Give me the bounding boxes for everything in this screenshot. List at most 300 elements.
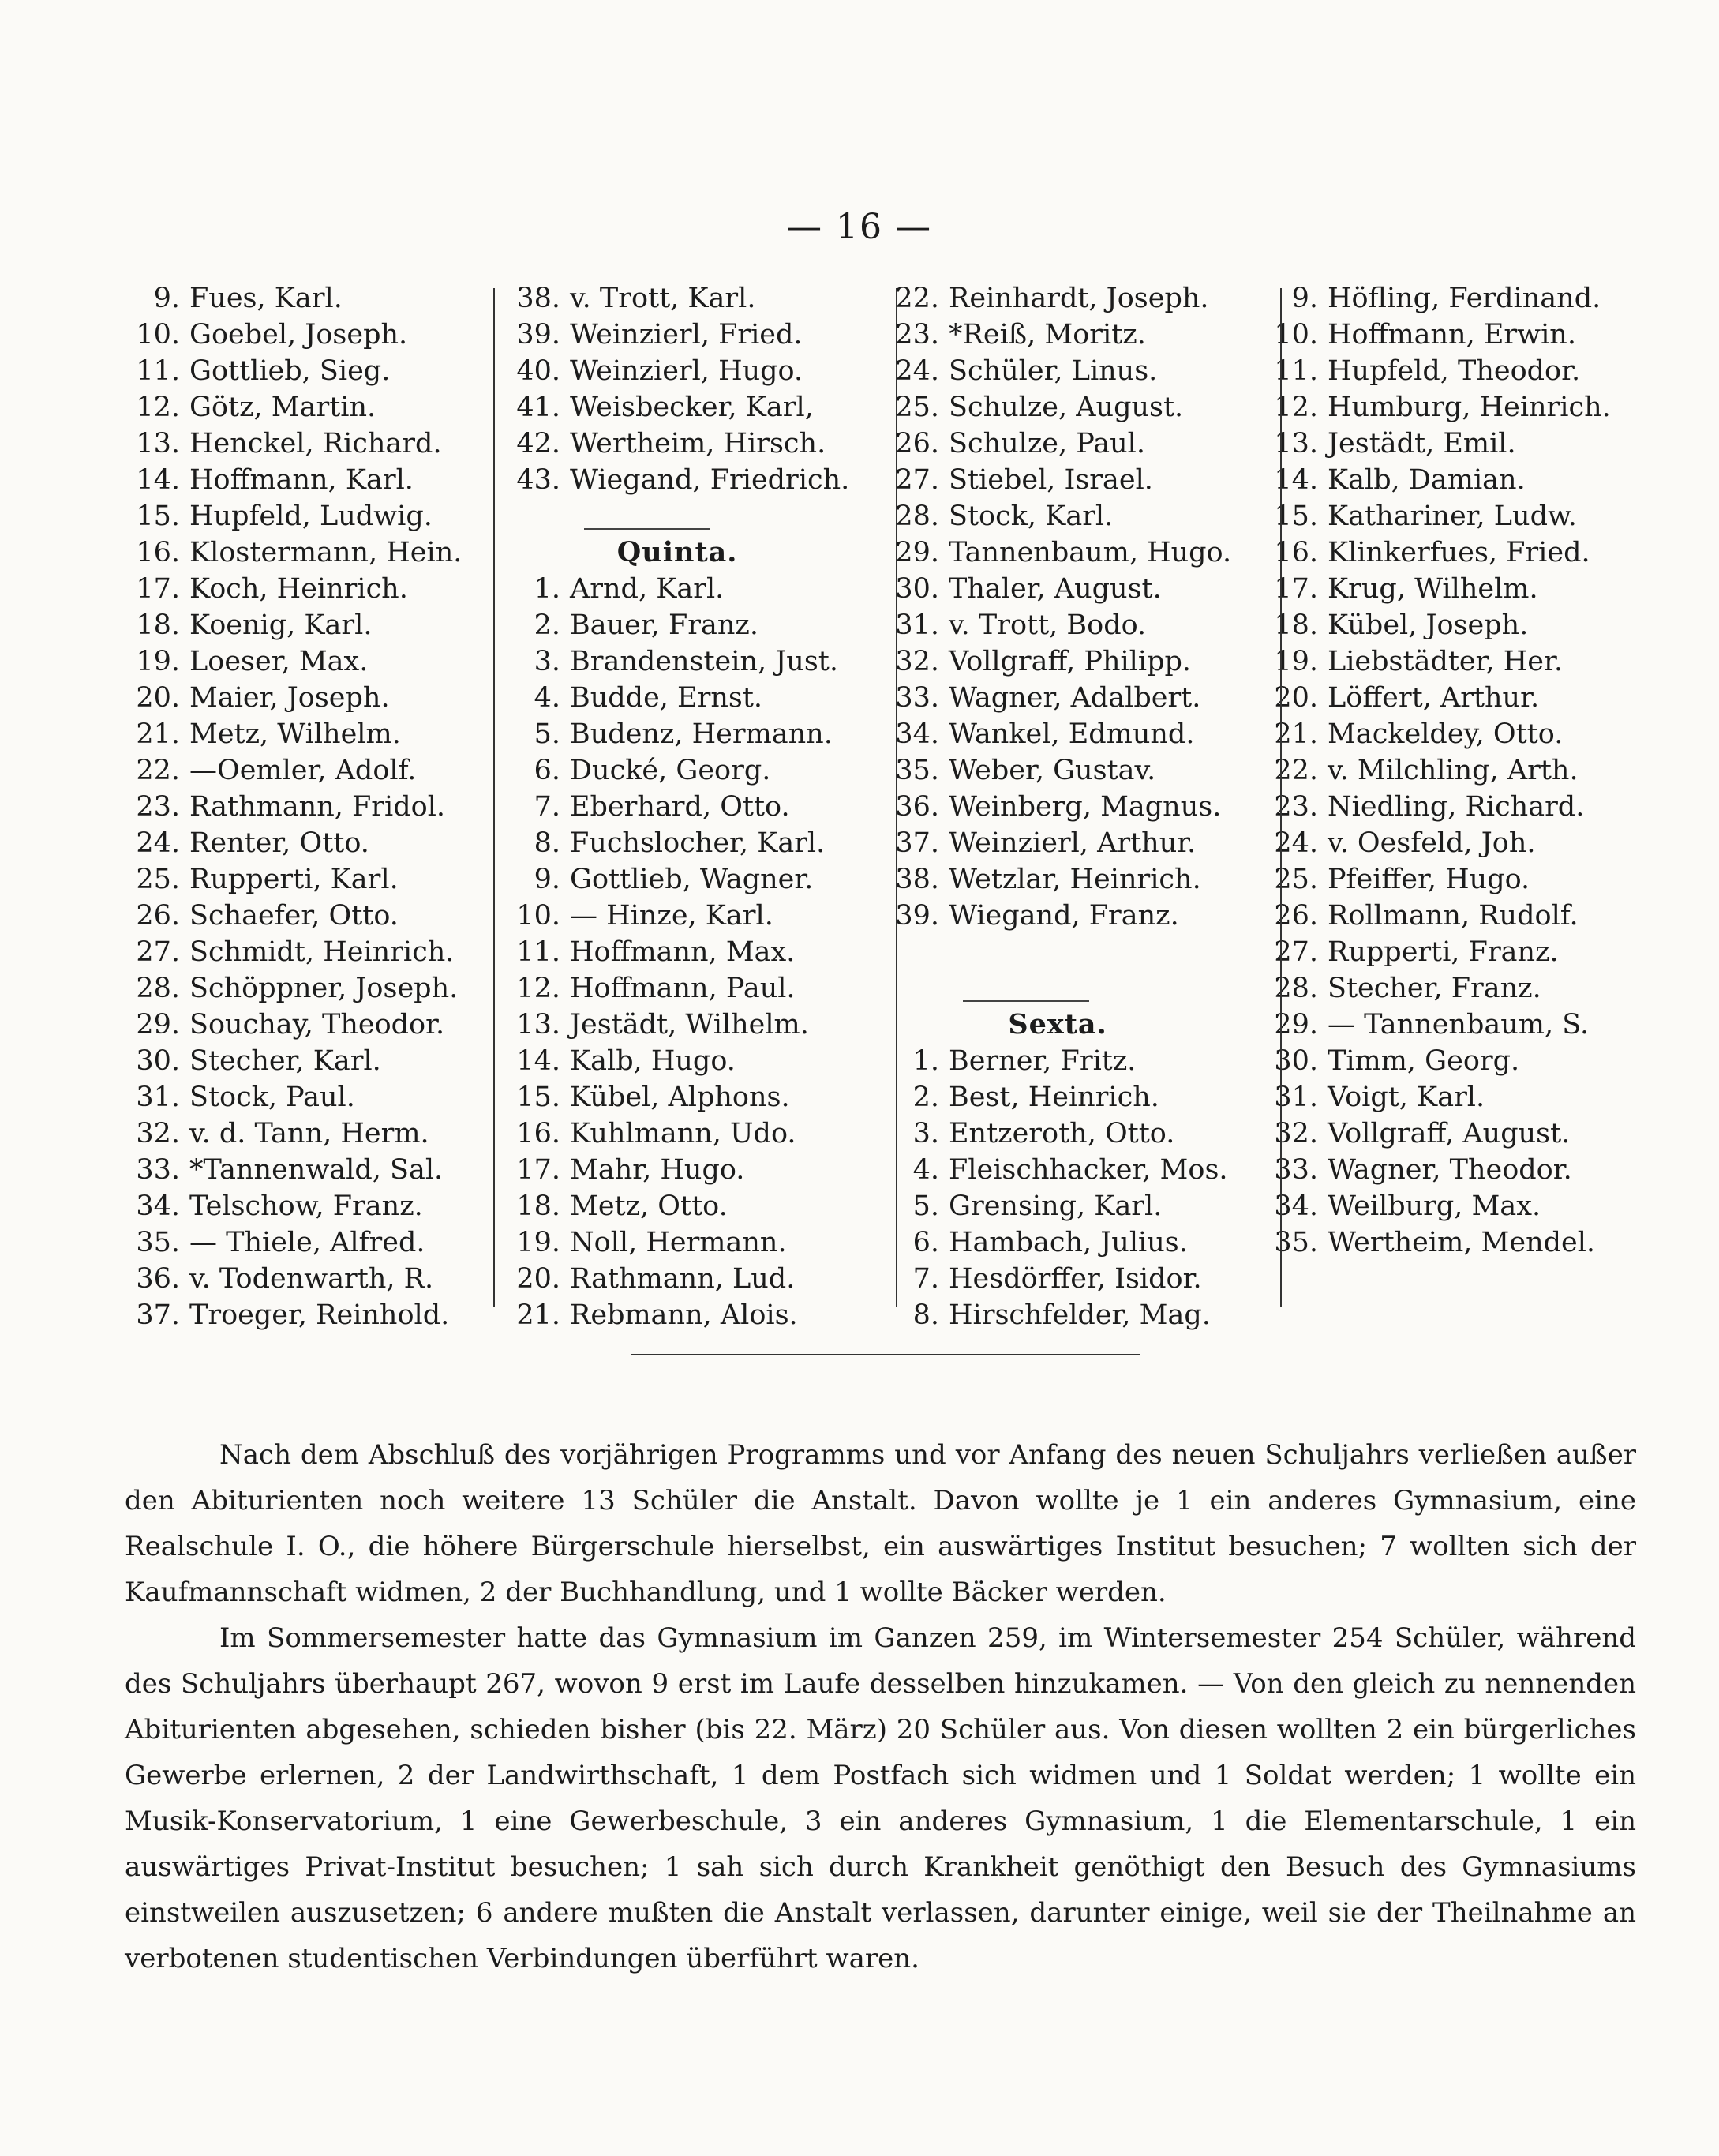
student-entry — [1263, 426, 1611, 462]
entry-number: 27. — [136, 936, 180, 968]
student-entry — [1263, 280, 1611, 317]
entry-number: 2. — [534, 609, 560, 641]
entry-number: 34. — [895, 718, 939, 750]
entry-number: 18. — [1274, 609, 1318, 641]
entry-number: 4. — [534, 682, 560, 714]
student-name: Hoffmann, Max. — [570, 936, 796, 968]
student-entry — [1263, 934, 1611, 970]
section-rule — [884, 970, 1231, 1007]
entry-number: 1. — [534, 573, 560, 605]
student-entry — [884, 716, 1231, 752]
entry-number: 15. — [1274, 501, 1318, 532]
entry-number: 12. — [1274, 392, 1318, 423]
student-name: Weinzierl, Arthur. — [949, 827, 1197, 859]
student-name: Loeser, Max. — [189, 646, 369, 677]
student-name: v. Trott, Karl. — [570, 283, 756, 314]
student-name: Götz, Martin. — [189, 392, 376, 423]
student-name: Kuhlmann, Udo. — [570, 1118, 796, 1149]
entry-number: 18. — [516, 1190, 560, 1222]
student-name: Timm, Georg. — [1328, 1045, 1520, 1077]
student-name: Liebstädter, Her. — [1328, 646, 1564, 677]
student-entry — [884, 680, 1231, 716]
student-name: Eberhard, Otto. — [570, 791, 790, 823]
student-entry — [505, 1007, 849, 1043]
student-entry — [1263, 1188, 1611, 1224]
entry-number: 38. — [516, 283, 560, 314]
student-entry — [884, 571, 1231, 607]
student-name: Jestädt, Emil. — [1328, 428, 1516, 459]
student-entry — [1263, 643, 1611, 680]
student-name: Wiegand, Friedrich. — [570, 464, 850, 496]
entry-number: 25. — [895, 392, 939, 423]
student-entry — [125, 825, 462, 861]
student-name: Vollgraff, August. — [1328, 1118, 1571, 1149]
student-entry — [1263, 389, 1611, 426]
student-name: Maier, Joseph. — [189, 682, 390, 714]
entry-number: 13. — [1274, 428, 1318, 459]
student-entry — [125, 752, 462, 789]
student-entry — [1263, 752, 1611, 789]
entry-number: 6. — [534, 755, 560, 786]
student-name: Wagner, Adalbert. — [949, 682, 1201, 714]
entry-number: 19. — [516, 1227, 560, 1258]
student-entry — [125, 1224, 462, 1261]
student-entry — [505, 643, 849, 680]
student-name: Hesdörffer, Isidor. — [949, 1263, 1202, 1295]
entry-number: 12. — [136, 392, 180, 423]
student-entry — [125, 534, 462, 571]
entry-number: 21. — [1274, 718, 1318, 750]
student-entry — [505, 752, 849, 789]
entry-number: 16. — [136, 537, 180, 568]
student-entry — [505, 861, 849, 898]
student-entry — [1263, 607, 1611, 643]
entry-number: 16. — [1274, 537, 1318, 568]
student-name: Mackeldey, Otto. — [1328, 718, 1564, 750]
entry-number: 2. — [912, 1082, 939, 1113]
student-name: Weber, Gustav. — [949, 755, 1156, 786]
student-entry — [1263, 825, 1611, 861]
student-entry — [505, 462, 849, 498]
entry-number: 19. — [136, 646, 180, 677]
student-entry — [505, 1188, 849, 1224]
student-entry — [884, 825, 1231, 861]
student-entry — [505, 1079, 849, 1115]
entry-number: 33. — [895, 682, 939, 714]
student-name: Metz, Wilhelm. — [189, 718, 401, 750]
student-name: Brandenstein, Just. — [570, 646, 838, 677]
entry-number: 12. — [516, 973, 560, 1004]
student-entry — [505, 934, 849, 970]
student-name: Hoffmann, Erwin. — [1328, 319, 1576, 351]
student-entry — [1263, 716, 1611, 752]
student-name: Weinberg, Magnus. — [949, 791, 1222, 823]
student-entry — [505, 1115, 849, 1152]
entry-number: 8. — [534, 827, 560, 859]
student-entry — [884, 861, 1231, 898]
entry-number: 3. — [912, 1118, 939, 1149]
paragraph-departures: Nach dem Abschluß des vorjährigen Programms und vor Anfang des neuen Schuljahrs verließen außer den Abiturienten noch weitere 13 Schüler die Anstalt. Davon wollte je 1 ein anderes Gymnasium, eine Realschule I. O., die höhere Bürgerschule hierselbst, ein auswärtiges Institut besuchen; 7 wollten sich der Kaufmannschaft widmen, 2 der Buchhandlung, und 1 wollte Bäcker werden. — [125, 1439, 1636, 1608]
student-name: Niedling, Richard. — [1328, 791, 1585, 823]
student-entry — [884, 1261, 1231, 1297]
entry-number: 13. — [136, 428, 180, 459]
student-entry — [1263, 1115, 1611, 1152]
entry-number: 22. — [136, 755, 180, 786]
entry-number: 31. — [1274, 1082, 1318, 1113]
separator-rule — [631, 1354, 1140, 1355]
entry-number: 15. — [516, 1082, 560, 1113]
entry-number: 43. — [516, 464, 560, 496]
entry-number: 35. — [136, 1227, 180, 1258]
student-entry — [884, 1115, 1231, 1152]
entry-number: 4. — [912, 1154, 939, 1186]
student-entry — [1263, 353, 1611, 389]
entry-number: 17. — [1274, 573, 1318, 605]
student-name: Kübel, Joseph. — [1328, 609, 1529, 641]
entry-number: 33. — [136, 1154, 180, 1186]
student-name: Wertheim, Mendel. — [1328, 1227, 1596, 1258]
student-name: v. Trott, Bodo. — [949, 609, 1147, 641]
entry-number: 23. — [136, 791, 180, 823]
student-name: Best, Heinrich. — [949, 1082, 1159, 1113]
entry-number: 36. — [895, 791, 939, 823]
student-entry — [125, 353, 462, 389]
entry-number: 10. — [1274, 319, 1318, 351]
student-entry — [125, 1188, 462, 1224]
entry-number: 22. — [1274, 755, 1318, 786]
entry-number: 9. — [153, 283, 180, 314]
entry-number: 19. — [1274, 646, 1318, 677]
student-name: Koenig, Karl. — [189, 609, 373, 641]
student-entry — [505, 280, 849, 317]
entry-number: 28. — [1274, 973, 1318, 1004]
student-entry — [505, 353, 849, 389]
student-name: *Tannenwald, Sal. — [189, 1154, 444, 1186]
student-entry — [125, 498, 462, 534]
student-entry — [884, 498, 1231, 534]
entry-number: 39. — [895, 900, 939, 932]
student-entry — [125, 643, 462, 680]
student-name: Wagner, Theodor. — [1328, 1154, 1572, 1186]
student-name: Kathariner, Ludw. — [1328, 501, 1577, 532]
student-entry — [125, 1079, 462, 1115]
entry-number: 9. — [534, 864, 560, 895]
student-name: Weisbecker, Karl, — [570, 392, 814, 423]
student-name: Tannenbaum, Hugo. — [949, 537, 1232, 568]
student-name: Hupfeld, Theodor. — [1328, 355, 1581, 387]
student-name: Telschow, Franz. — [189, 1190, 423, 1222]
student-name: Hoffmann, Paul. — [570, 973, 796, 1004]
entry-number: 30. — [895, 573, 939, 605]
entry-number: 17. — [136, 573, 180, 605]
student-name: Klinkerfues, Fried. — [1328, 537, 1590, 568]
student-entry — [884, 643, 1231, 680]
entry-number: 20. — [516, 1263, 560, 1295]
student-entry — [884, 1188, 1231, 1224]
student-name: Fues, Karl. — [189, 283, 343, 314]
student-entry — [125, 462, 462, 498]
student-entry — [125, 280, 462, 317]
student-name: Souchay, Theodor. — [189, 1009, 445, 1041]
student-name: Mahr, Hugo. — [570, 1154, 745, 1186]
student-name: v. Oesfeld, Joh. — [1328, 827, 1536, 859]
entry-number: 30. — [1274, 1045, 1318, 1077]
student-entry — [1263, 789, 1611, 825]
entry-number: 11. — [1274, 355, 1318, 387]
student-name: Reinhardt, Joseph. — [949, 283, 1209, 314]
entry-number: 25. — [136, 864, 180, 895]
quinta-heading: Quinta. — [616, 536, 738, 568]
student-entry — [884, 789, 1231, 825]
column-4 — [1263, 280, 1611, 1261]
student-name: Schöppner, Joseph. — [189, 973, 459, 1004]
student-entry — [505, 426, 849, 462]
entry-number: 36. — [136, 1263, 180, 1295]
student-entry — [505, 825, 849, 861]
student-name: Stock, Karl. — [949, 501, 1114, 532]
student-entry — [1263, 1152, 1611, 1188]
student-name: Grensing, Karl. — [949, 1190, 1163, 1222]
entry-number: 38. — [895, 864, 939, 895]
student-entry — [884, 317, 1231, 353]
student-entry — [884, 607, 1231, 643]
student-entry — [505, 1152, 849, 1188]
entry-number: 32. — [1274, 1118, 1318, 1149]
entry-number: 41. — [516, 392, 560, 423]
entry-number: 39. — [516, 319, 560, 351]
student-name: Hirschfelder, Mag. — [949, 1299, 1211, 1331]
student-name: Schaefer, Otto. — [189, 900, 399, 932]
student-name: Stock, Paul. — [189, 1082, 355, 1113]
student-name: Löffert, Arthur. — [1328, 682, 1540, 714]
student-name: Koch, Heinrich. — [189, 573, 408, 605]
entry-number: 7. — [912, 1263, 939, 1295]
student-entry — [884, 426, 1231, 462]
student-name: Goebel, Joseph. — [189, 319, 408, 351]
entry-number: 24. — [136, 827, 180, 859]
entry-number: 22. — [895, 283, 939, 314]
student-entry — [884, 1224, 1231, 1261]
student-entry — [505, 1043, 849, 1079]
entry-number: 26. — [136, 900, 180, 932]
entry-number: 24. — [1274, 827, 1318, 859]
entry-number: 29. — [1274, 1009, 1318, 1041]
student-entry — [505, 571, 849, 607]
entry-number: 21. — [516, 1299, 560, 1331]
student-entry — [505, 970, 849, 1007]
student-entry — [884, 1152, 1231, 1188]
entry-number: 1. — [912, 1045, 939, 1077]
entry-number: 23. — [895, 319, 939, 351]
student-entry — [125, 1297, 462, 1333]
student-entry — [505, 389, 849, 426]
student-name: Rollmann, Rudolf. — [1328, 900, 1579, 932]
student-name: Budde, Ernst. — [570, 682, 763, 714]
column-1 — [125, 280, 462, 1333]
student-name: Hambach, Julius. — [949, 1227, 1188, 1258]
entry-number: 23. — [1274, 791, 1318, 823]
entry-number: 37. — [895, 827, 939, 859]
entry-number: 28. — [895, 501, 939, 532]
entry-number: 10. — [136, 319, 180, 351]
student-entry — [1263, 317, 1611, 353]
entry-number: 13. — [516, 1009, 560, 1041]
student-name: Gottlieb, Wagner. — [570, 864, 814, 895]
paragraph-enrollment: Im Sommersemester hatte das Gymnasium im Ganzen 259, im Wintersemester 254 Schüler, während des Schuljahrs überhaupt 267, wovon 9 erst im Laufe desselben hinzukamen. — Von den gleich zu nennenden Abiturienten abgesehen, schieden bisher (bis 22. März) 20 Schüler aus. Von diesen wollten 2 ein bürgerliches Gewerbe erlernen, 2 der Landwirthschaft, 1 dem Postfach sich widmen und 1 Soldat werden; 1 wollte ein Musik-Konservatorium, 1 eine Gewerbeschule, 3 ein anderes Gymnasium, 1 die Elementarschule, 1 ein auswärtiges Privat-Institut besuchen; 1 sah sich durch Krankheit genöthigt den Besuch des Gymnasiums einstweilen auszusetzen; 6 andere mußten die Anstalt verlassen, darunter einige, weil sie der Theilnahme an verbotenen studentischen Verbindungen überführt waren. — [125, 1622, 1636, 1974]
student-entry — [125, 1115, 462, 1152]
student-name: Rathmann, Fridol. — [189, 791, 446, 823]
entry-number: 5. — [912, 1190, 939, 1222]
student-name: Wetzlar, Heinrich. — [949, 864, 1201, 895]
student-entry — [505, 1261, 849, 1297]
student-entry — [1263, 1007, 1611, 1043]
student-name: Gottlieb, Sieg. — [189, 355, 391, 387]
student-name: Jestädt, Wilhelm. — [570, 1009, 809, 1041]
entry-number: 31. — [895, 609, 939, 641]
entry-number: 16. — [516, 1118, 560, 1149]
entry-number: 15. — [136, 501, 180, 532]
student-entry — [1263, 534, 1611, 571]
student-entry — [505, 716, 849, 752]
entry-number: 27. — [1274, 936, 1318, 968]
entry-number: 18. — [136, 609, 180, 641]
entry-number: 14. — [1274, 464, 1318, 496]
student-name: v. Milchling, Arth. — [1328, 755, 1579, 786]
student-name: Voigt, Karl. — [1328, 1082, 1485, 1113]
student-name: Hoffmann, Karl. — [189, 464, 414, 496]
sexta-heading: Sexta. — [1008, 1008, 1107, 1041]
student-name: Weinzierl, Fried. — [570, 319, 803, 351]
entry-number: 3. — [534, 646, 560, 677]
student-name: —Oemler, Adolf. — [189, 755, 417, 786]
entry-number: 34. — [1274, 1190, 1318, 1222]
student-name: v. Todenwarth, R. — [189, 1263, 434, 1295]
student-entry — [125, 1152, 462, 1188]
student-name: Troeger, Reinhold. — [189, 1299, 450, 1331]
student-entry — [1263, 1224, 1611, 1261]
entry-number: 35. — [1274, 1227, 1318, 1258]
column-3 — [884, 280, 1231, 1333]
student-entry — [505, 680, 849, 716]
student-name: Arnd, Karl. — [570, 573, 725, 605]
student-entry — [1263, 462, 1611, 498]
entry-number: 11. — [516, 936, 560, 968]
entry-number: 20. — [136, 682, 180, 714]
student-name: Kübel, Alphons. — [570, 1082, 790, 1113]
student-entry — [1263, 680, 1611, 716]
student-entry — [125, 1007, 462, 1043]
student-entry — [125, 426, 462, 462]
student-entry — [125, 571, 462, 607]
entry-number: 17. — [516, 1154, 560, 1186]
student-name: Stecher, Karl. — [189, 1045, 381, 1077]
student-name: Kalb, Damian. — [1328, 464, 1526, 496]
student-entry — [1263, 898, 1611, 934]
student-entry — [125, 716, 462, 752]
student-name: Henckel, Richard. — [189, 428, 442, 459]
student-entry — [884, 462, 1231, 498]
student-entry — [884, 389, 1231, 426]
student-name: Metz, Otto. — [570, 1190, 728, 1222]
entry-number: 21. — [136, 718, 180, 750]
student-name: Krug, Wilhelm. — [1328, 573, 1538, 605]
entry-number: 24. — [895, 355, 939, 387]
student-name: Rebmann, Alois. — [570, 1299, 798, 1331]
entry-number: 27. — [895, 464, 939, 496]
entry-number: 29. — [136, 1009, 180, 1041]
student-name: Wertheim, Hirsch. — [570, 428, 826, 459]
student-entry — [125, 389, 462, 426]
student-name: Klostermann, Hein. — [189, 537, 463, 568]
student-entry — [1263, 970, 1611, 1007]
student-name: Rathmann, Lud. — [570, 1263, 796, 1295]
entry-number: 26. — [1274, 900, 1318, 932]
student-entry — [884, 1043, 1231, 1079]
entry-number: 29. — [895, 537, 939, 568]
student-entry — [125, 789, 462, 825]
student-entry — [125, 1043, 462, 1079]
student-entry — [1263, 1079, 1611, 1115]
entry-number: 25. — [1274, 864, 1318, 895]
student-entry — [125, 970, 462, 1007]
student-entry — [505, 1224, 849, 1261]
entry-number: 7. — [534, 791, 560, 823]
student-entry — [125, 1261, 462, 1297]
entry-number: 26. — [895, 428, 939, 459]
entry-number: 28. — [136, 973, 180, 1004]
student-name: Kalb, Hugo. — [570, 1045, 736, 1077]
entry-number: 32. — [136, 1118, 180, 1149]
student-name: Hupfeld, Ludwig. — [189, 501, 433, 532]
student-entry — [505, 898, 849, 934]
student-name: Rupperti, Franz. — [1328, 936, 1559, 968]
column-divider — [896, 288, 897, 1307]
student-entry — [505, 317, 849, 353]
student-entry — [884, 534, 1231, 571]
student-name: Humburg, Heinrich. — [1328, 392, 1611, 423]
entry-number: 32. — [895, 646, 939, 677]
student-name: — Thiele, Alfred. — [189, 1227, 425, 1258]
student-name: Ducké, Georg. — [570, 755, 771, 786]
entry-number: 10. — [516, 900, 560, 932]
entry-number: 37. — [136, 1299, 180, 1331]
entry-number: 20. — [1274, 682, 1318, 714]
student-name: Weinzierl, Hugo. — [570, 355, 803, 387]
student-name: Fuchslocher, Karl. — [570, 827, 826, 859]
student-name: Berner, Fritz. — [949, 1045, 1137, 1077]
student-name: Höfling, Ferdinand. — [1328, 283, 1601, 314]
student-name: v. d. Tann, Herm. — [189, 1118, 429, 1149]
student-entry — [1263, 498, 1611, 534]
entry-number: 14. — [136, 464, 180, 496]
student-entry — [884, 752, 1231, 789]
student-name: Wankel, Edmund. — [949, 718, 1195, 750]
student-name: Bauer, Franz. — [570, 609, 758, 641]
entry-number: 8. — [912, 1299, 939, 1331]
entry-number: 31. — [136, 1082, 180, 1113]
student-name: *Reiß, Moritz. — [949, 319, 1146, 351]
column-divider — [493, 288, 495, 1307]
student-name: Schüler, Linus. — [949, 355, 1158, 387]
student-entry — [1263, 1043, 1611, 1079]
student-entry — [505, 1297, 849, 1333]
student-name: Thaler, August. — [949, 573, 1162, 605]
entry-number: 34. — [136, 1190, 180, 1222]
student-entry — [884, 898, 1231, 934]
student-name: Noll, Hermann. — [570, 1227, 787, 1258]
student-name: Vollgraff, Philipp. — [949, 646, 1192, 677]
student-name: Budenz, Hermann. — [570, 718, 833, 750]
